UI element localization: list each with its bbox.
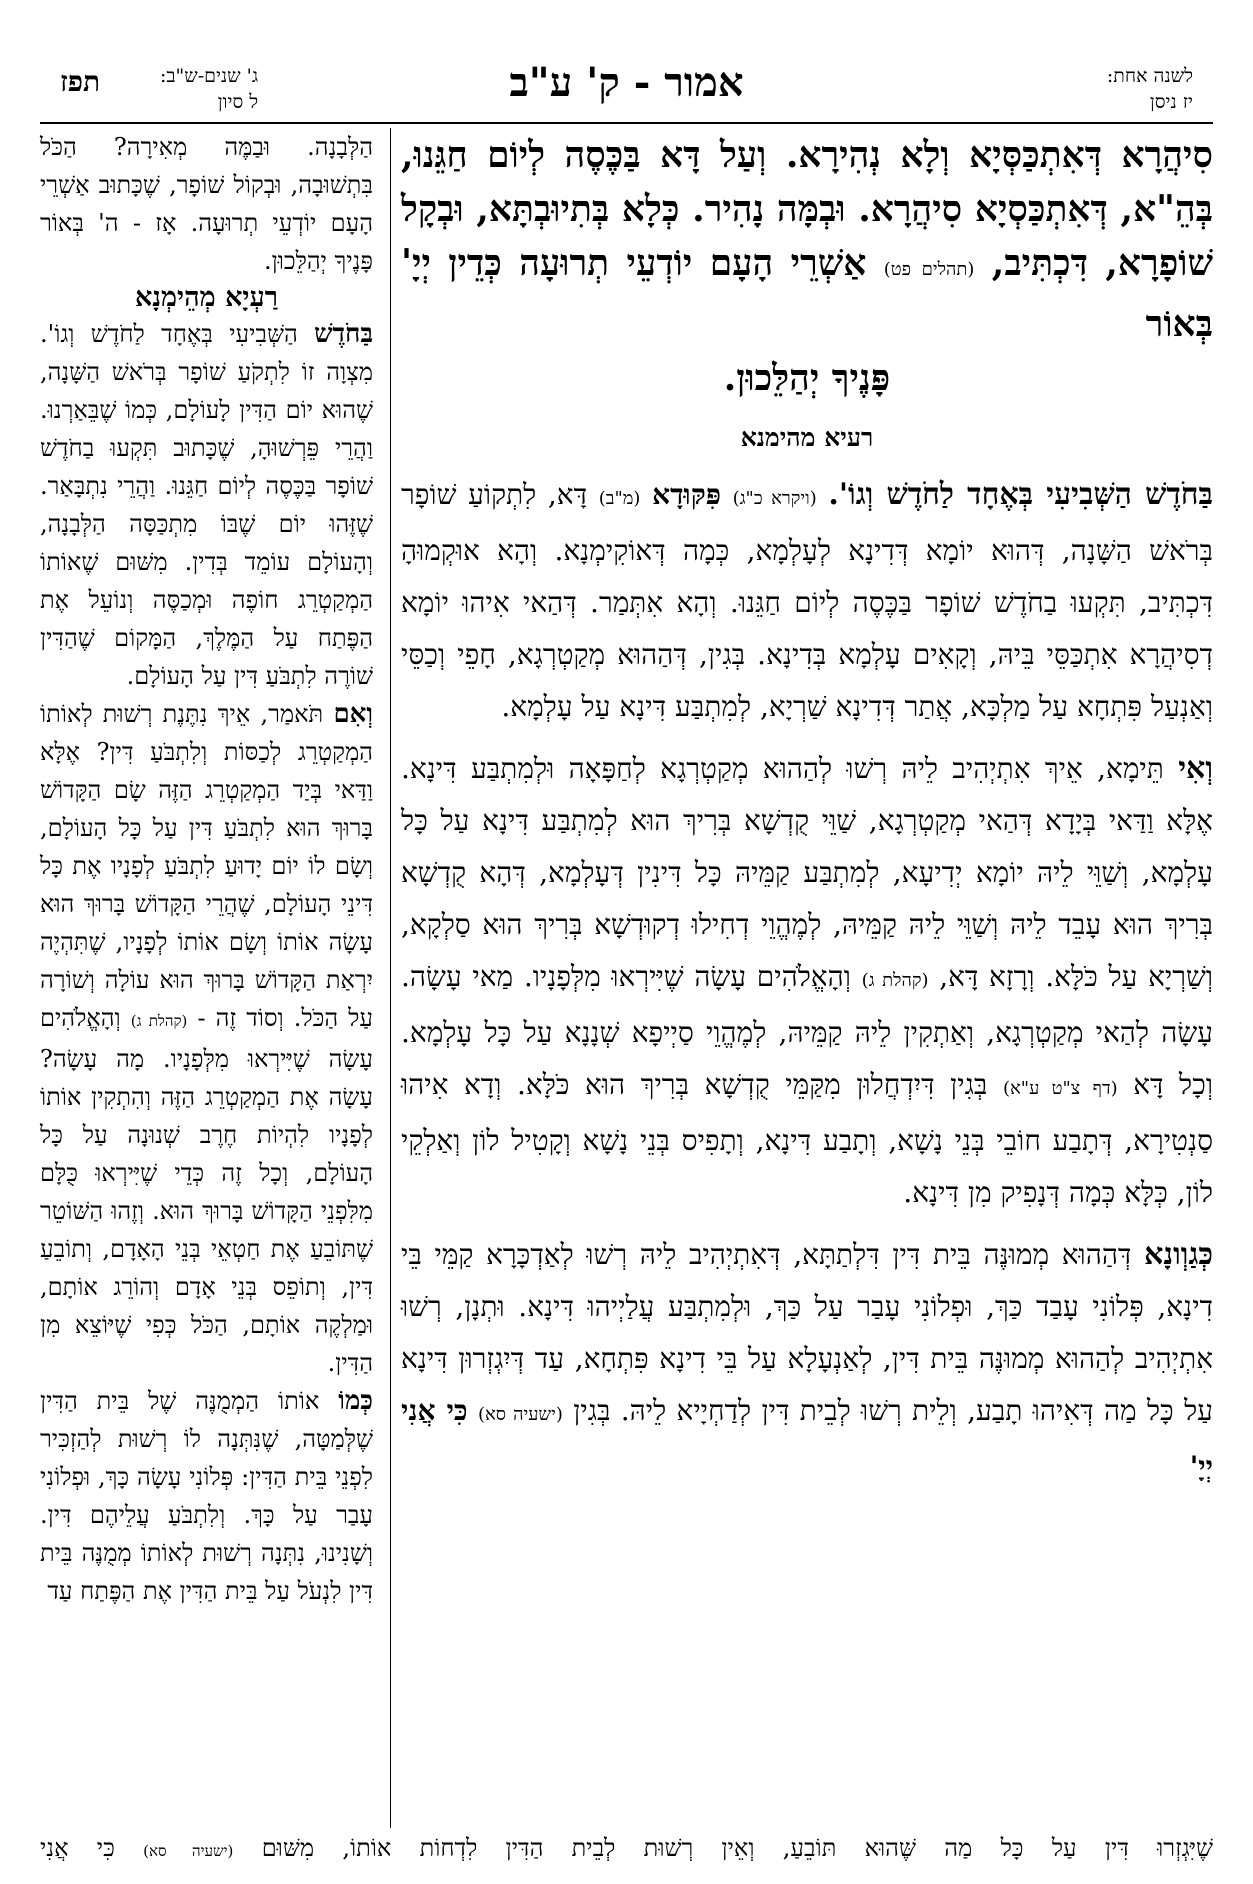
- main-top-line: סִיהֲרָא דְּאִתְכַּסְּיָא וְלָא נְהִירָא. וְעַל דָּא בַּכֶּסֶה: [564, 134, 1213, 176]
- page-title: אמור - ק' ע"ב: [509, 59, 744, 106]
- paragraph-lead: וְאִי: [1178, 751, 1213, 786]
- side-section-heading: רַעְיָא מְהֵימְנָא: [134, 282, 279, 313]
- paragraph-text: דָּא, לִתְקוֹעַ שׁוֹפָר בְּרֹאשׁ הַשָּׁנָה, דְּהוּא יוֹמָא דְּדִינָא לְעָלְמָא, כְּמָה דְּאוֹקִימְנָא. וְהָא אוּקְמוּהָ דִּכְתִּיב, תִּקְעוּ בַחֹדֶשׁ שׁוֹפָר בַּכֶּסֶה לְיוֹם חַגֵּנוּ. וְהָא אִתְּמַר. דְּהַאי אִיהוּ יוֹמָא דְסִיהֲרָא אִתְכַּסֵּי בֵּיהּ, וְקָאִים עָלְמָא בְּדִינָא. בְּגִין, דְּהַהוּא מְקַטְרְגָא, חָפֵי וְכַסֵּי וְאַנְעַל פִּתְחָא עַל מַלְכָּא, אֲתַר דְּדִינָא שַׁרְיָא, לְמִתְבַּע דִּינָא עַל עָלְמָא.: [401, 478, 1213, 723]
- paragraph-text: וְהָאֱלֹהִים עָשָׂה שֶׁיִּירְאוּ מִלְּפָנָיו. מָה עָשָׂה? עָשָׂה אֶת הַמְקַטְרֵג הַזֶּה וְהִתְקִין אוֹתוֹ לְפָנָיו לִהְיוֹת חֶרֶב שְׁנוּנָה עַל כָּל הָעוֹלָם, וְכָל זֶה כְּדֵי שֶׁיִּירְאוּ כֻּלָּם מִלִּפְנֵי הַקָּדוֹשׁ בָּרוּךְ הוּא. וְזֶהוּ הַשּׁוֹטֵר שֶׁתּוֹבֵעַ אֶת חַטְאֵי בְּנֵי הָאָדָם, וְתוֹבֵעַ דִּין, וְתוֹפֵס בְּנֵי אָדָם וְהוֹרֵג אוֹתָם, וּמַלְקֶה אוֹתָם, הַכֹּל כְּפִי שֶׁיּוֹצֵא מִן הַדִּין.: [40, 1004, 373, 1377]
- column-divider: [390, 128, 391, 1828]
- paragraph-text: הַשְּׁבִיעִי בְּאֶחָד לַחֹדֶשׁ וְגוֹ'. מִצְוָה זוֹ לִתְקֹעַ שׁוֹפָר בְּרֹאשׁ הַשָּׁנָה, שֶׁהוּא יוֹם הַדִּין לָעוֹלָם, כְּמוֹ שֶׁבֵּאַרְנוּ. וַהֲרֵי פֵּרְשׁוּהָ, שֶׁכָּתוּב תִּקְעוּ בַחֹדֶשׁ שׁוֹפָר בַּכֶּסֶה לְיוֹם חַגֵּנוּ. וַהֲרֵי נִתְבָּאַר. שֶׁזֶּהוּ יוֹם שֶׁבּוֹ מִתְכַּסָּה הַלְּבָנָה, וְהָעוֹלָם עוֹמֵד בְּדִין. מִשּׁוּם שֶׁאוֹתוֹ הַמְקַטְרֵג חוֹפֶה וּמְכַסֶּה וְנוֹעֵל אֶת הַפֶּתַח עַל הַמֶּלֶךְ, הַמָּקוֹם שֶׁהַדִּין שׁוֹרֶה לִתְבֹּעַ דִּין עַל הָעוֹלָם.: [40, 320, 373, 690]
- main-top-text: [401, 128, 1213, 351]
- source-ref: (ישעיה סא): [143, 1842, 234, 1860]
- main-top-line: לְיוֹם חַגֵּנוּ, בְּהֵ"א, דְּאִתְכַּסְיָא סִיהֲרָא. וּבְמָּה: [401, 134, 1213, 230]
- footer-line: [40, 1828, 1213, 1871]
- paragraph-text: בְּגִין דִּיִדְחֲלוּן מִקַּמֵּי קֻדְשָׁא בְּרִיךְ הוּא כֹּלָּא. וְדָא אִיהוּ סַנְטִירָא, דְּתָבַע חוֹבֵי בְּנֵי נָשָׁא, וְתָבַע דִּינָא, וְתָפִיס בְּנֵי נָשָׁא וְקָטִיל לוֹן וְאַלְקֵי לוֹן, כְּלָּא כְּמָה דְּנָפִיק מִן דִּינָא.: [401, 1068, 1213, 1209]
- paragraph-lead: פִּקּוּדָא: [652, 478, 721, 511]
- page-header: [40, 55, 1213, 125]
- main-column: [401, 128, 1213, 1828]
- paragraph-text: דְּהַהוּא מְמוּנֶּה בֵּית דִּין דִּלְתַתָּא, דְּאִתְיְהִיב לֵיהּ רְשׁוּ לְאַדְכָּרָא קַמֵּי בֵּי דִינָא, פְּלוֹנִי עָבַד כַּךְ, וּפְלוֹנִי עָבַר עַל כַּךְ, וּלְמִתְבַּע עֲלַיְיהוּ דִּינָא. וּתְנָן, רְשׁוּ אִתְיְהִיב לְהַהוּא מְמוּנֶּה בֵּית דִּין, לְאַנְעָלָא עַל בֵּי דִינָא פִּתְחָא, עַד דְּיִגְזְרוּן דִּינָא עַל כָּל מַה דְּאִיהוּ תָבַע, וְלֵית רְשׁוּ לְבֵית דִּין לְדַחְיָיא לֵיהּ. בְּגִין: [401, 1238, 1214, 1427]
- header-left-line1: ג' שנים-ש"ב:: [160, 65, 259, 87]
- footer-text: שֶׁיִּגְזְרוּ דִּין עַל כָּל מַה שֶּׁהוּא תּוֹבֵעַ, וְאֵין רְשׁוּת לְבֵית הַדִּין לִדְחוֹת אוֹתוֹ, מִשּׁוּם: [261, 1834, 1213, 1862]
- side-column: [40, 128, 373, 1828]
- side-paragraph: [40, 315, 373, 695]
- footer-end: כִּי אֲנִי: [40, 1834, 115, 1862]
- page-number: תפז: [60, 65, 101, 98]
- paragraph-text: תֹּאמַר, אֵיךְ נִתֶּנֶת רְשׁוּת לְאוֹתוֹ הַמְקַטְרֵג לְכַסּוֹת וְלִתְבֹּעַ דִּין? אֶלָּא וַדַּאי בְּיַד הַמְקַטְרֵג הַזֶּה שָׂם הַקָּדוֹשׁ בָּרוּךְ הוּא לִתְבֹּעַ דִּין עַל כָּל הָעוֹלָם, וְשָׂם לוֹ יוֹם יָדוּעַ לִתְבֹּעַ לְפָנָיו אֶת כָּל דִּינֵי הָעוֹלָם, שֶׁהֲרֵי הַקָּדוֹשׁ בָּרוּךְ הוּא עָשָׂה אוֹתוֹ וְשָׂם אוֹתוֹ לְפָנָיו, שֶׁתִּהְיֶה יִרְאַת הַקָּדוֹשׁ בָּרוּךְ הוּא עוֹלָה וְשׁוֹרָה עַל הַכֹּל. וְסוֹד זֶה -: [40, 700, 373, 1032]
- paragraph-lead: בַּחֹדֶשׁ הַשְּׁבִיעִי בְּאֶחָד לַחֹדֶשׁ וְגוֹ'.: [828, 477, 1214, 512]
- main-paragraph: [401, 743, 1213, 1219]
- header-right-line1: לשנה אחת:: [1106, 65, 1193, 87]
- header-left-line2: ל סיון: [217, 91, 259, 113]
- paragraph-text: וְהָאֱלֹהִים עָשָׂה שֶׁיִּירְאוּ מִלְּפָנָיו. מַאי עָשָׂה. עָשָׂה לְהַאי מְקַטְרְגָא, וְאַתְקִין לֵיהּ קַמֵּיהּ, לְמֶהֱוֵי סַיְיפָא שְׁנָנָא עַל כָּל עָלְמָא. וְכָל דָּא: [401, 960, 1214, 1101]
- main-paragraph: [401, 469, 1213, 733]
- source-ref: (ישעיה סא): [477, 1404, 563, 1425]
- source-ref: (קהלת ג): [130, 1012, 188, 1030]
- paragraph-lead: כְּמוֹ: [338, 1386, 373, 1416]
- paragraph-text: כִּי אֲנִי יְיָ': [401, 1394, 1213, 1483]
- paragraph-lead: וְאִם: [333, 699, 374, 729]
- main-paragraph: [401, 1229, 1213, 1493]
- paragraph-lead: בַּחֹדֶשׁ: [314, 319, 373, 349]
- paragraph-text: אוֹתוֹ הַמְמֻנֶּה שֶׁל בֵּית הַדִּין שֶׁלְּמַטָּה, שֶׁנִּתְּנָה לוֹ רְשׁוּת לְהַזְכִּיר לִפְנֵי בֵּית הַדִּין: פְּלוֹנִי עָשָׂה כָּךְ, וּפְלוֹנִי עָבַר עַל כָּךְ. וְלִתְבֹּעַ עֲלֵיהֶם דִּין. וְשָׁנִינוּ, נִתְּנָה רְשׁוּת לְאוֹתוֹ מְמֻנֶּה בֵּית דִּין לִנְעֹל עַל בֵּית הַדִּין אֶת הַפֶּתַח עַד: [40, 1387, 373, 1605]
- header-divider: [40, 122, 1213, 124]
- side-paragraph: [40, 695, 373, 1382]
- header-right-line2: יז ניסן: [1149, 91, 1193, 113]
- source-ref: (ויקרא כ"ג): [732, 488, 817, 509]
- main-top-line: נָהִיר. כְּלָא בְּתִיוּבְתָּא, וּבְקָל שׁוֹפָרָא, דִּכְתִּיב,: [401, 188, 1213, 284]
- side-paragraph: [40, 1382, 373, 1610]
- paragraph-lead: כְּגַוְונָא: [1144, 1237, 1214, 1272]
- paragraph-text: תֵּימָא, אֵיךְ אִתְיְהִיב לֵיהּ רְשׁוּ לְהַהוּא מְקַטְרְגָא לְחַפָּאָה וּלְמִתְבַּע דִּינָא. אֶלָּא וַדַּאי בְּיָדָא דְּהַאי מְקַטְרְגָא, שַׁוֵּי קֻדְשָׁא בְּרִיךְ הוּא לְמִתְבַּע דִּינָא עַל כָּל עָלְמָא, וְשַׁוֵּי לֵיהּ יוֹמָא יְדִיעָא, לְמִתְבַּע קַמֵּיהּ כָּל דִּינִין דְּעָלְמָא, דְּהָא קֻדְשָׁא בְּרִיךְ הוּא עָבֵד לֵיהּ וְשַׁוֵּי לֵיהּ קַמֵּיהּ, לְמֶהֱוֵי דְחִילוּ דְקוּדְשָׁא בְּרִיךְ הוּא סַלְקָא, וְשַׁרְיָא עַל כֹּלָּא. וְרָזָא דָּא,: [401, 752, 1213, 993]
- source-ref: (מ"ב): [598, 488, 641, 509]
- main-top-line: אַשְׁרֵי הָעָם יוֹדְעֵי תְרוּעָה כְּדֵין יְיָ' בְּאוֹר: [401, 242, 1213, 345]
- main-top-ref: (תהלים פט): [883, 259, 975, 280]
- main-top-last-line: פָּנֶיךָ יְהַלֵּכוּן.: [723, 357, 891, 399]
- source-ref: (דף צ"ט ע"א): [1002, 1078, 1118, 1099]
- section-heading: רעיא מהימנא: [740, 423, 874, 452]
- source-ref: (קהלת ג): [861, 970, 929, 991]
- side-paragraph: הַלְּבָנָה. וּבַמֶּה מְאִירָה? הַכֹּל בִּתְשׁוּבָה, וּבְקוֹל שׁוֹפָר, שֶׁכָּתוּב אַשְׁרֵי הָעָם יוֹדְעֵי תְרוּעָה. אָז - ה' בְּאוֹר פָּנֶיךָ יְהַלֵּכוּן.: [40, 133, 373, 275]
- header-schedule-three-years: [160, 63, 258, 115]
